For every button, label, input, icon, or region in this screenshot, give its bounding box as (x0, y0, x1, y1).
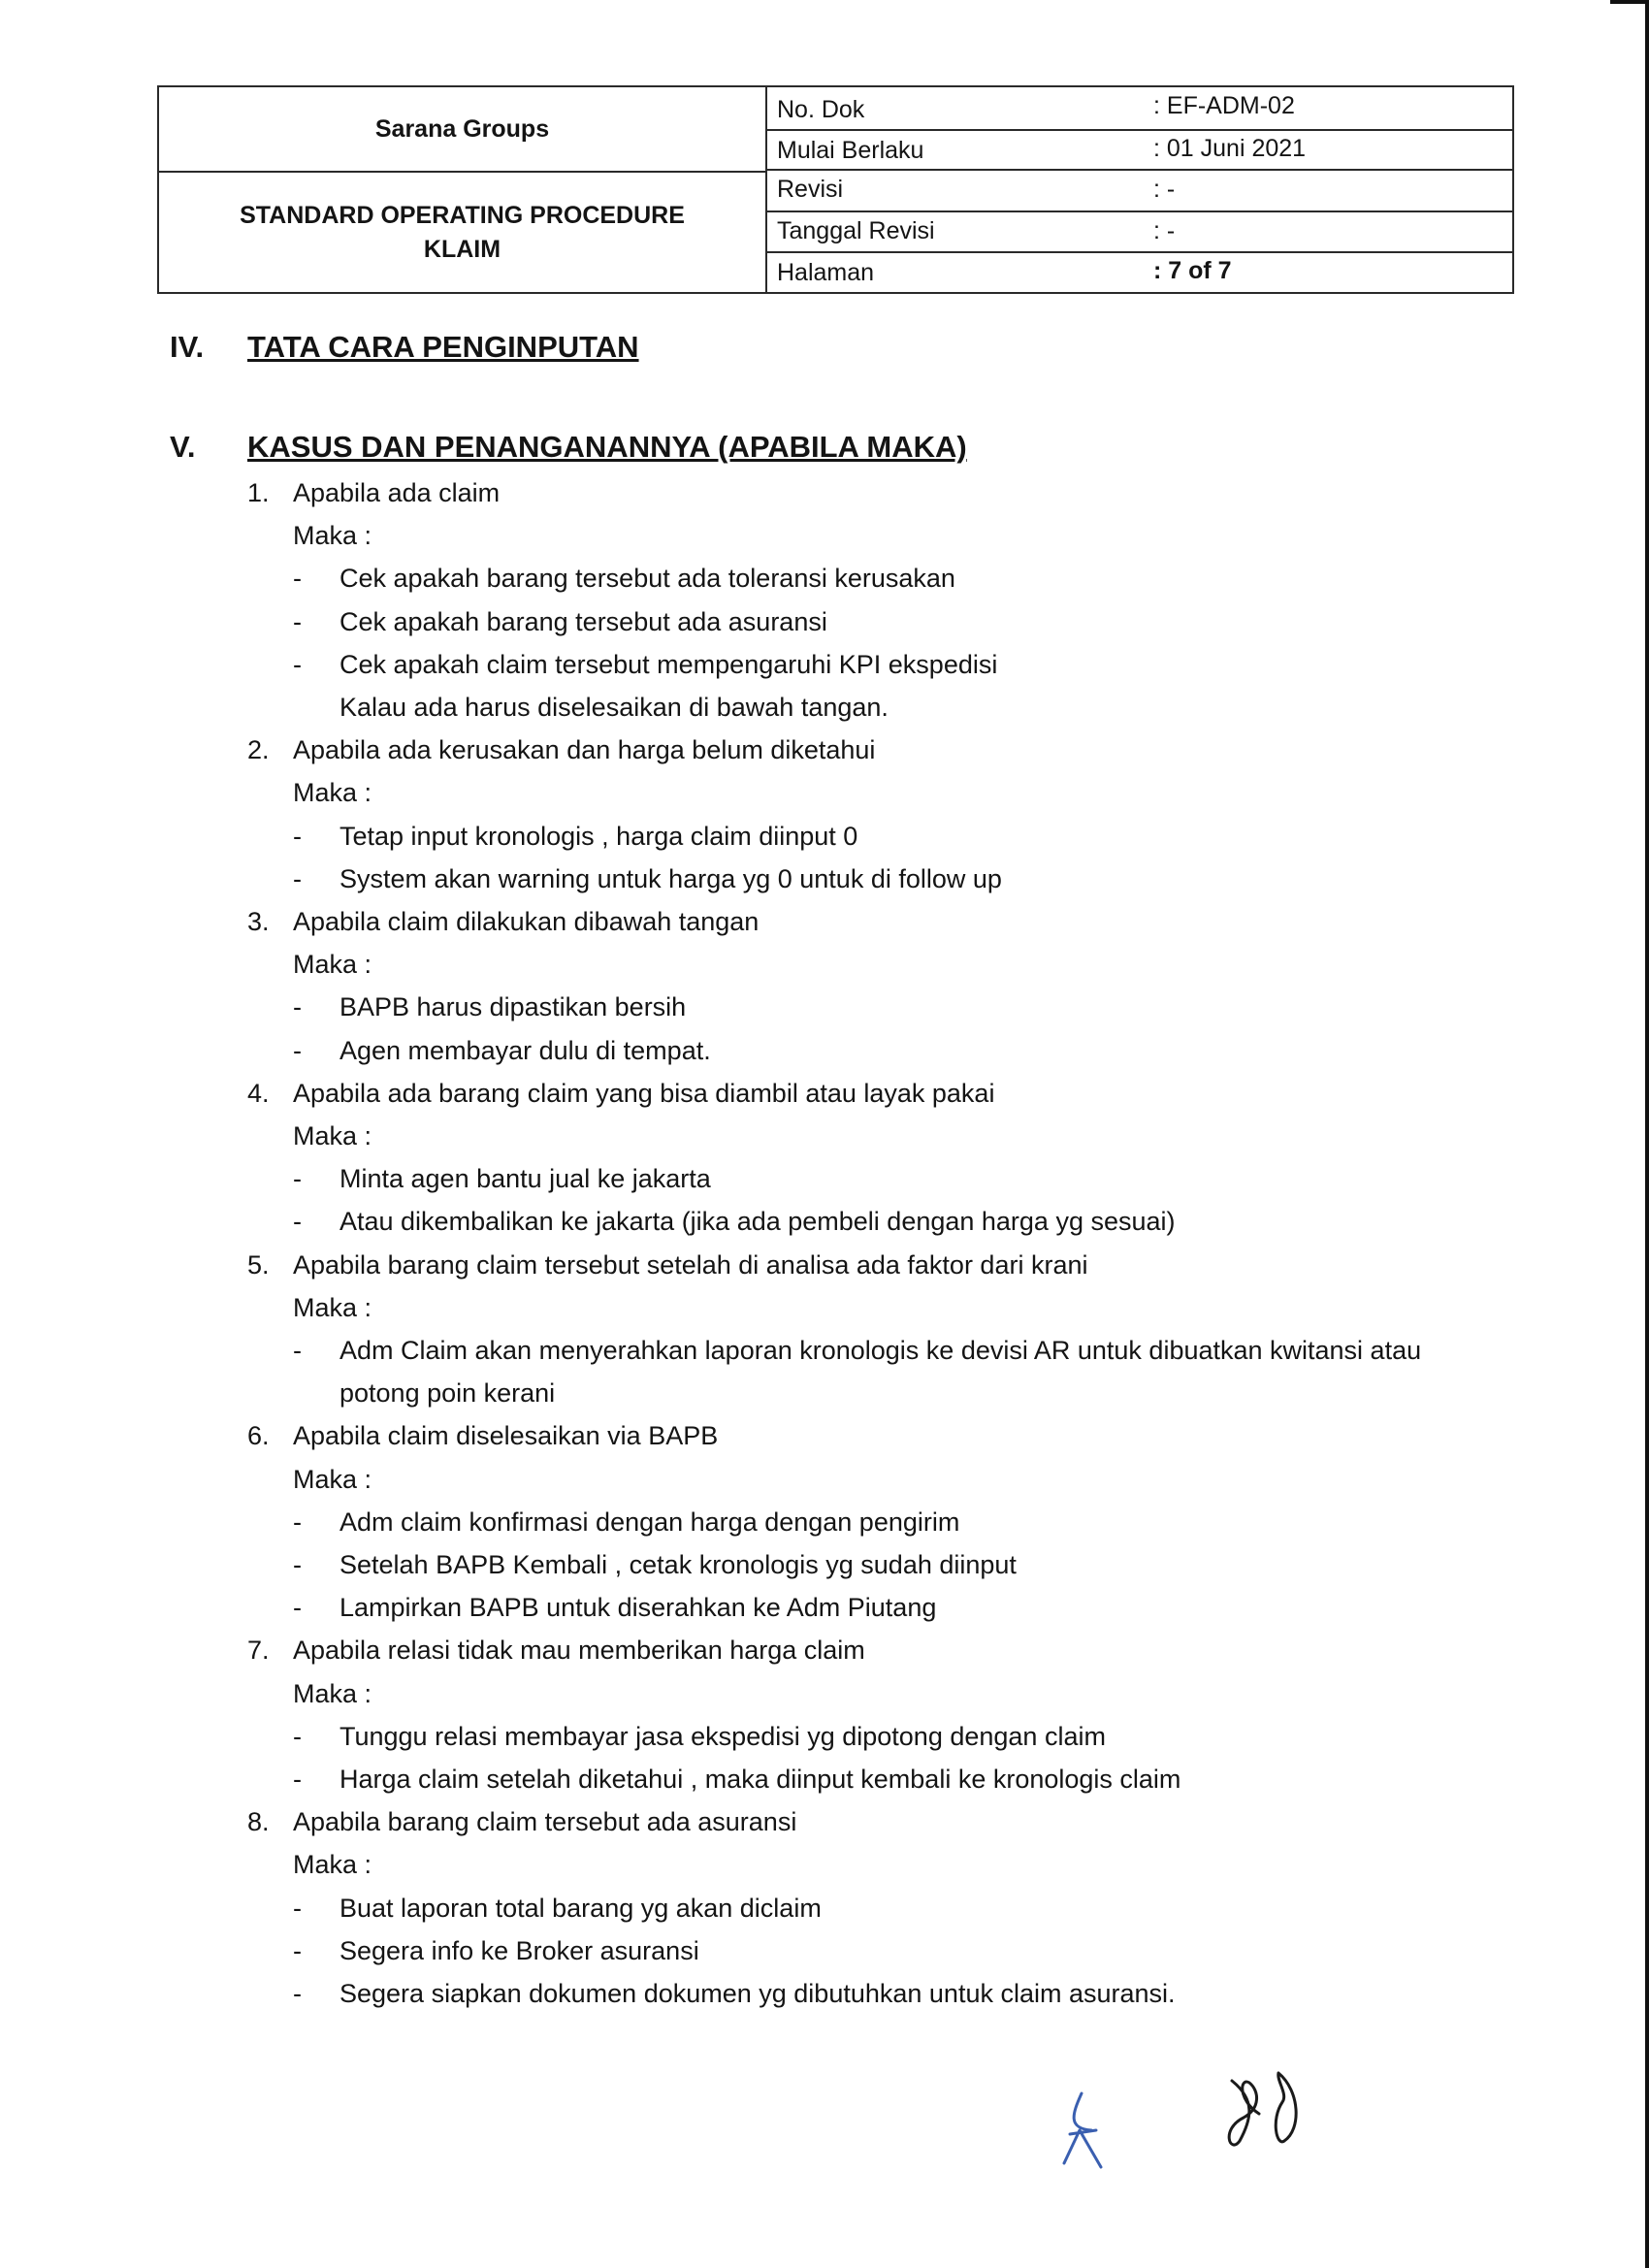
line-text: Adm claim konfirmasi dengan harga dengan pengirim (340, 1507, 960, 1537)
bullet-dash: - (293, 992, 302, 1021)
meta-value: : 01 Juni 2021 (1153, 135, 1307, 162)
meta-row-no-dok (767, 87, 1512, 131)
sop-title-line2: KLAIM (423, 235, 501, 263)
line-text: Lampirkan BAPB untuk diserahkan ke Adm Piutang (340, 1593, 937, 1622)
meta-row-revisi (767, 171, 1512, 212)
line-text: Apabila claim dilakukan dibawah tangan (293, 907, 760, 936)
line-text: Maka : (293, 1293, 372, 1322)
meta-label: Tanggal Revisi (777, 217, 935, 244)
line-text: BAPB harus dipastikan bersih (340, 992, 687, 1021)
meta-value: : EF-ADM-02 (1153, 92, 1295, 119)
line-text: Harga claim setelah diketahui , maka diinput kembali ke kronologis claim (340, 1765, 1181, 1794)
meta-row-mulai-berlaku (767, 131, 1512, 171)
bullet-dash: - (293, 1164, 302, 1193)
company-name: Sarana Groups (374, 114, 550, 143)
section-number: IV. (170, 330, 205, 364)
item-number: 2. (247, 735, 270, 764)
line-text: Cek apakah barang tersebut ada toleransi kerusakan (340, 564, 955, 593)
line-text: Maka : (293, 950, 372, 979)
item-number: 5. (247, 1250, 270, 1280)
document-header-table (157, 85, 1514, 294)
line-text: Tetap input kronologis , harga claim diinput 0 (340, 822, 858, 851)
signature-black (1212, 2061, 1339, 2158)
line-text: Minta agen bantu jual ke jakarta (340, 1164, 711, 1193)
item-number: 8. (247, 1807, 270, 1836)
bullet-dash: - (293, 1336, 302, 1365)
bullet-dash: - (293, 864, 302, 893)
meta-row-tanggal-revisi (767, 212, 1512, 253)
meta-label: Revisi (777, 176, 844, 203)
line-text: Cek apakah claim tersebut mempengaruhi KPI ekspedisi (340, 650, 998, 679)
line-text: Segera info ke Broker asuransi (340, 1936, 699, 1965)
bullet-dash: - (293, 1036, 302, 1065)
bullet-dash: - (293, 1593, 302, 1622)
item-number: 6. (247, 1421, 270, 1450)
meta-value: : - (1153, 217, 1176, 244)
line-text: Adm Claim akan menyerahkan laporan kronologis ke devisi AR untuk dibuatkan kwitansi atau (340, 1336, 1422, 1365)
line-text: System akan warning untuk harga yg 0 untuk di follow up (340, 864, 1002, 893)
bullet-dash: - (293, 1765, 302, 1794)
line-text: Setelah BAPB Kembali , cetak kronologis yg sudah diinput (340, 1550, 1017, 1579)
line-text: Tunggu relasi membayar jasa ekspedisi yg dipotong dengan claim (340, 1722, 1106, 1751)
bullet-dash: - (293, 650, 302, 679)
item-number: 4. (247, 1079, 270, 1108)
line-text: Kalau ada harus diselesaikan di bawah tangan. (340, 693, 889, 722)
meta-row-halaman (767, 253, 1512, 292)
scan-mark (1610, 0, 1649, 4)
section-iv-heading (170, 330, 1431, 369)
bullet-dash: - (293, 1894, 302, 1923)
bullet-dash: - (293, 1507, 302, 1537)
section-number: V. (170, 430, 196, 464)
signature-blue (1043, 2086, 1120, 2173)
line-text: Apabila ada kerusakan dan harga belum diketahui (293, 735, 876, 764)
line-text: Maka : (293, 1465, 372, 1494)
bullet-dash: - (293, 607, 302, 636)
meta-label: Mulai Berlaku (777, 137, 924, 164)
bullet-dash: - (293, 1207, 302, 1236)
line-text: Maka : (293, 1679, 372, 1708)
bullet-dash: - (293, 1550, 302, 1579)
section-v-heading (170, 430, 1431, 469)
line-text: Apabila barang claim tersebut ada asuransi (293, 1807, 797, 1836)
meta-label: Halaman (777, 259, 875, 286)
line-text: Apabila relasi tidak mau memberikan harga claim (293, 1636, 865, 1665)
line-text: Maka : (293, 778, 372, 807)
item-number: 1. (247, 478, 270, 507)
line-text: potong poin kerani (340, 1378, 556, 1408)
section-title: KASUS DAN PENANGANANNYA (APABILA MAKA) (247, 430, 967, 464)
line-text: Agen membayar dulu di tempat. (340, 1036, 711, 1065)
line-text: Buat laporan total barang yg akan diclaim (340, 1894, 822, 1923)
line-text: Apabila ada barang claim yang bisa diambil atau layak pakai (293, 1079, 995, 1108)
line-text: Maka : (293, 1121, 372, 1150)
document-meta (767, 87, 1512, 292)
bullet-dash: - (293, 1936, 302, 1965)
sop-title (159, 173, 765, 292)
bullet-dash: - (293, 1722, 302, 1751)
scan-edge (1645, 0, 1649, 2268)
line-text: Apabila claim diselesaikan via BAPB (293, 1421, 719, 1450)
line-text: Segera siapkan dokumen dokumen yg dibutuhkan untuk claim asuransi. (340, 1979, 1176, 2008)
meta-value: : - (1153, 176, 1176, 203)
line-text: Maka : (293, 1850, 372, 1879)
meta-label: No. Dok (777, 96, 865, 123)
bullet-dash: - (293, 1979, 302, 2008)
line-text: Apabila barang claim tersebut setelah di analisa ada faktor dari krani (293, 1250, 1088, 1280)
item-number: 3. (247, 907, 270, 936)
sop-title-line1: STANDARD OPERATING PROCEDURE (240, 201, 685, 229)
line-text: Apabila ada claim (293, 478, 501, 507)
section-title: TATA CARA PENGINPUTAN (247, 330, 639, 364)
bullet-dash: - (293, 822, 302, 851)
meta-value-page: : 7 of 7 (1153, 257, 1232, 284)
item-number: 7. (247, 1636, 270, 1665)
line-text: Atau dikembalikan ke jakarta (jika ada pembeli dengan harga yg sesuai) (340, 1207, 1176, 1236)
bullet-dash: - (293, 564, 302, 593)
line-text: Maka : (293, 521, 372, 550)
line-text: Cek apakah barang tersebut ada asuransi (340, 607, 827, 636)
